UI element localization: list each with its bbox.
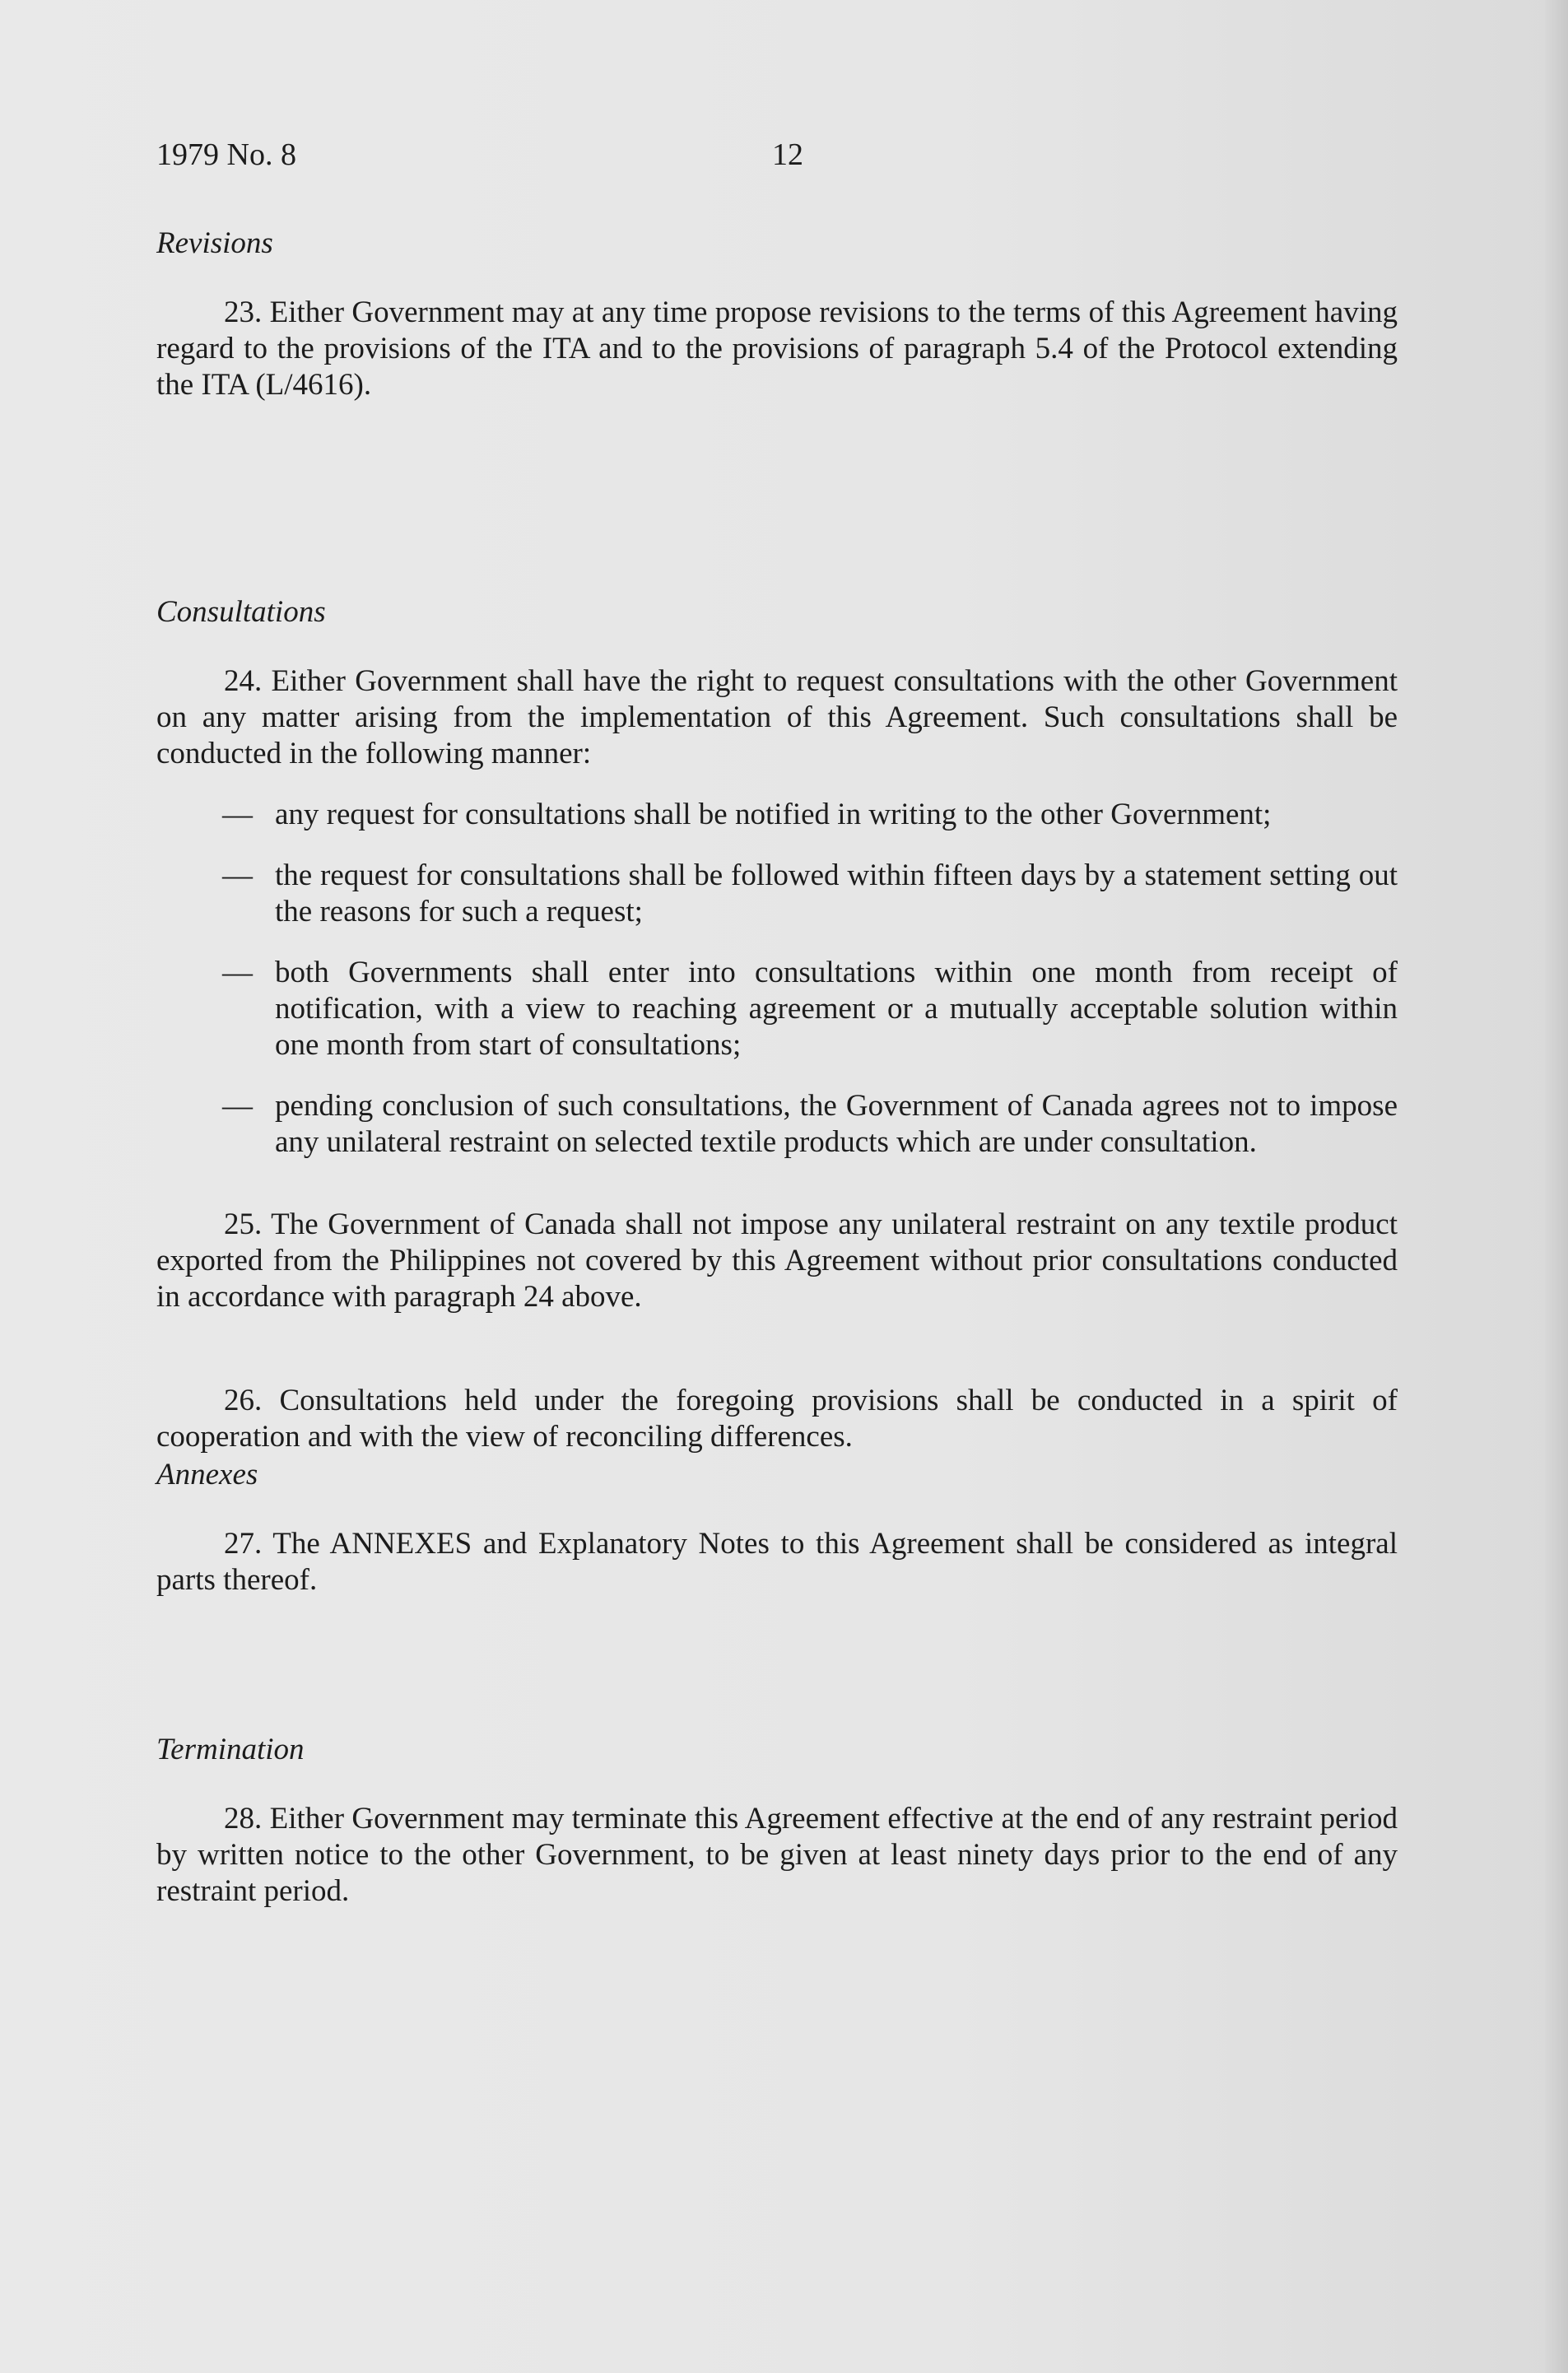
document-body xyxy=(156,224,1398,1910)
paragraph-24: 24. Either Government shall have the right to request consultations with the other Government on any matter arising from the implementation of this Agreement. Such consultations shall be conducted in the following manner: xyxy=(156,664,1398,770)
list-item xyxy=(156,955,1398,1063)
page-edge-shadow xyxy=(1545,0,1568,2373)
paragraph-28: 28. Either Government may terminate this Agreement effective at the end of any restraint period by written notice to the other Government, to be given at least ninety days prior to the end of any restraint period. xyxy=(156,1802,1398,1908)
list-item-text: the request for consultations shall be followed within fifteen days by a statement setting out the reasons for such a request; xyxy=(275,858,1398,928)
list-dash: — xyxy=(222,956,253,989)
list-item xyxy=(156,797,1398,833)
paragraph-27: 27. The ANNEXES and Explanatory Notes to this Agreement shall be considered as integral parts thereof. xyxy=(156,1527,1398,1597)
list-dash: — xyxy=(222,798,253,831)
section-termination xyxy=(156,1730,1398,1910)
section-heading-annexes: Annexes xyxy=(156,1458,258,1491)
section-consultations xyxy=(156,593,1398,1455)
section-revisions xyxy=(156,224,1398,403)
section-annexes xyxy=(156,1455,1398,1598)
section-heading-consultations: Consultations xyxy=(156,595,326,629)
section-heading-revisions: Revisions xyxy=(156,226,273,260)
paragraph-26: 26. Consultations held under the foregoing provisions shall be conducted in a spirit of cooperation and with the view of reconciling differences. xyxy=(156,1384,1398,1454)
paragraph-23: 23. Either Government may at any time propose revisions to the terms of this Agreement having regard to the provisions of the ITA and to the provisions of paragraph 5.4 of the Protocol extending the ITA (L/4616). xyxy=(156,295,1398,402)
list-item xyxy=(156,1088,1398,1161)
page-number: 12 xyxy=(772,137,803,172)
statute-reference: 1979 No. 8 xyxy=(156,137,296,172)
list-dash: — xyxy=(222,1089,253,1123)
section-heading-termination: Termination xyxy=(156,1733,305,1766)
list-dash: — xyxy=(222,858,253,892)
list-item-text: any request for consultations shall be notified in writing to the other Government; xyxy=(275,798,1272,831)
paragraph-25: 25. The Government of Canada shall not impose any unilateral restraint on any textile product exported from the Philippines not covered by this Agreement without prior consultations conducted in accordance with paragraph 24 above. xyxy=(156,1207,1398,1314)
list-item-text: both Governments shall enter into consultations within one month from receipt of notification, with a view to reaching agreement or a mutually acceptable solution within one month from start of consultations; xyxy=(275,956,1398,1062)
list-item xyxy=(156,858,1398,930)
list-item-text: pending conclusion of such consultations, the Government of Canada agrees not to impose any unilateral restraint on selected textile products which are under consultation. xyxy=(275,1089,1398,1159)
